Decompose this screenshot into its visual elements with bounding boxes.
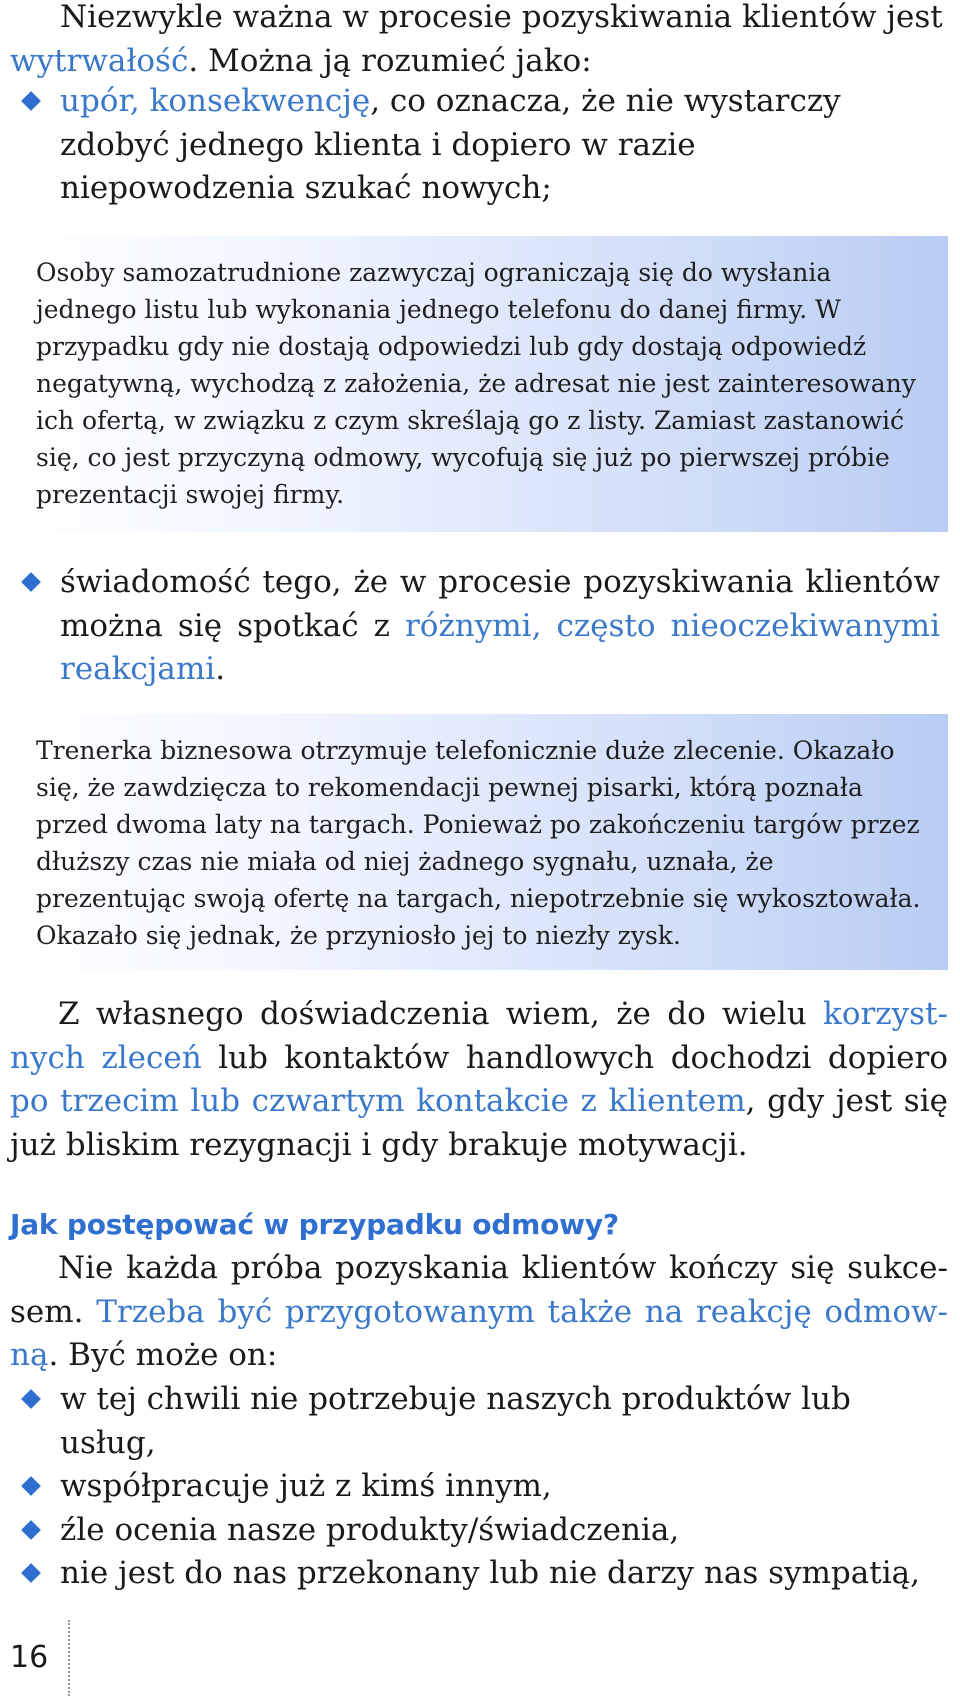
list-item-highlight: upór, konsekwencję bbox=[60, 83, 371, 119]
section-heading: Jak postępować w przypadku odmowy? bbox=[10, 1208, 619, 1241]
refusal-reasons-list bbox=[10, 1378, 940, 1596]
awareness-list bbox=[10, 561, 940, 692]
list-item bbox=[10, 1465, 940, 1509]
para-text-3: , gdy jest się już bliskim rezygnacji i gdy brakuje motywacji. bbox=[10, 1083, 948, 1163]
list-item-text: , co oznacza, że nie wystarczy zdobyć jednego klienta i dopiero w razie niepowodzenia szukać nowych; bbox=[60, 83, 841, 206]
diamond-bullet-icon bbox=[21, 572, 41, 592]
diamond-bullet-icon bbox=[21, 91, 41, 111]
list-item-text-end: . bbox=[215, 651, 226, 687]
intro-highlight: wytrwałość bbox=[10, 42, 189, 79]
para-highlight: Trzeba być przygotowanym także na reakcję odmowną bbox=[10, 1293, 949, 1373]
para-highlight-2: po trzecim lub czwartym kontakcie z klientem bbox=[10, 1083, 746, 1119]
list-item bbox=[10, 1552, 940, 1596]
example-box-text: Osoby samozatrudnione zazwyczaj ograniczają się do wysłania jednego listu lub wykonania jednego telefonu do danej firmy. W przypadku gdy nie dostają odpowiedzi lub gdy dostają odpowiedź negatywną, wychodzą z założenia, że adresat nie jest zainteresowany ich ofertą, w związku z czym skreślają go z listy. Zamiast zastanowić się, co jest przyczyną odmowy, wycofują się już po pierwszej próbie prezentacji swojej firmy. bbox=[36, 258, 916, 509]
para-text-2: lub kontaktów handlowych dochodzi dopiero bbox=[201, 1039, 948, 1076]
diamond-bullet-icon bbox=[21, 1520, 41, 1540]
intro-text-1: Niezwykle ważna w procesie pozyskiwania klientów jest bbox=[60, 0, 943, 35]
persistence-list bbox=[10, 80, 940, 211]
list-item-text: w tej chwili nie potrzebuje naszych produktów lub usług, bbox=[60, 1381, 851, 1461]
diamond-bullet-icon bbox=[21, 1563, 41, 1583]
diamond-bullet-icon bbox=[21, 1476, 41, 1496]
list-item bbox=[10, 1509, 940, 1553]
intro-text-2: . Można ją rozumieć jako: bbox=[188, 42, 592, 79]
list-item-highlight: różnymi, często nieoczekiwanymi reakcjami bbox=[60, 607, 940, 687]
intro-paragraph bbox=[10, 0, 950, 83]
example-box bbox=[10, 236, 948, 532]
page-number: 16 bbox=[10, 1640, 49, 1675]
example-box-text: Trenerka biznesowa otrzymuje telefonicznie duże zlecenie. Okazało się, że zawdzięcza to rekomendacji pewnej pisarki, którą poznała przed dwoma laty na targach. Ponieważ po zakończeniu targów przez dłuższy czas nie miała od niej żadnego sygnału, uznała, że prezentując swoją ofertę na targach, niepotrzebnie się wykosztowała. Okazało się jednak, że przyniosło jej to niezły zysk. bbox=[36, 736, 921, 950]
list-item bbox=[10, 80, 940, 211]
para-highlight-1: korzystnych zleceń bbox=[10, 996, 948, 1076]
para-text-1: Nie każda próba pozyskania klientów kończy się sukcesem. bbox=[10, 1250, 948, 1330]
para-text-2: . Być może on: bbox=[48, 1337, 278, 1373]
diamond-bullet-icon bbox=[21, 1389, 41, 1409]
margin-divider bbox=[68, 1620, 70, 1696]
experience-paragraph bbox=[10, 993, 948, 1167]
example-box-2 bbox=[10, 714, 948, 970]
para-text-1: Z własnego doświadczenia wiem, że do wielu bbox=[58, 996, 824, 1032]
list-item-text: nie jest do nas przekonany lub nie darzy nas sympatią, bbox=[60, 1555, 920, 1591]
list-item bbox=[10, 1378, 940, 1465]
list-item-text: świadomość tego, że w procesie pozyskiwania klientów można się spotkać z bbox=[60, 564, 940, 644]
list-item-text: współpracuje już z kimś innym, bbox=[60, 1468, 552, 1504]
refusal-paragraph bbox=[10, 1247, 948, 1378]
list-item bbox=[10, 561, 940, 692]
list-item-text: źle ocenia nasze produkty/świadczenia, bbox=[60, 1511, 680, 1548]
